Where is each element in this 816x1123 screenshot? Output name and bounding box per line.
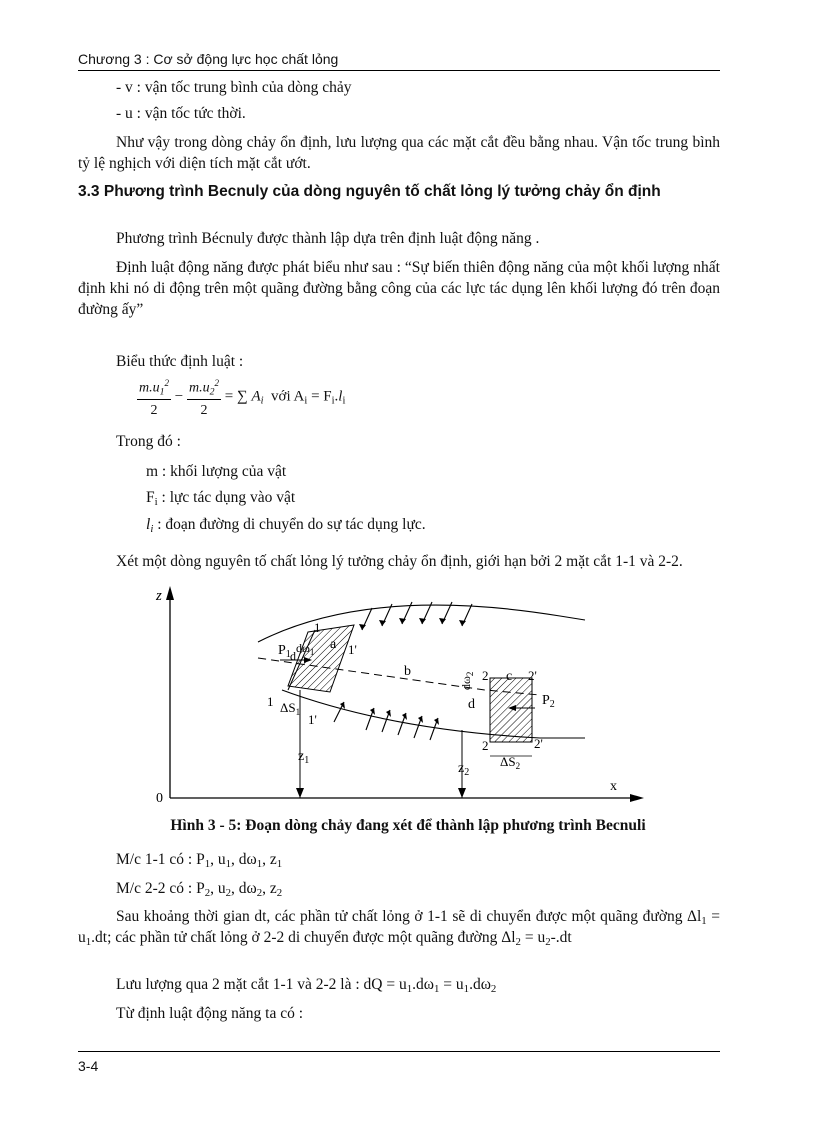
z1-arrow-icon [296, 788, 304, 798]
definition-v: - v : vận tốc trung bình của dòng chảy [116, 79, 352, 96]
section-heading: 3.3 Phương trình Becnuly của dòng nguyên tố chất lỏng lý tưởng chảy ổn định [78, 183, 661, 200]
label-2-top: 2 [482, 668, 489, 683]
paragraph-discharge: Lưu lượng qua 2 mặt cắt 1-1 và 2-2 là : dQ = $u_1.d\omega_1 = u_1.d\omega_2$ [116, 976, 497, 995]
page-number: 3-4 [78, 1058, 99, 1074]
z2-arrow-icon [458, 788, 466, 798]
fraction-1: $\frac{m.u_1^2}{2}$ [137, 373, 171, 421]
paragraph-flow-rate: Như vậy trong dòng chảy ổn định, lưu lượng qua các mặt cắt đều bằng nhau. Vận tốc trung bình tỷ lệ nghịch với diện tích mặt cắt ướt. [78, 134, 720, 172]
z-axis-arrow-icon [166, 586, 174, 600]
d-label-2: d [468, 697, 475, 712]
upper-pressure-arrows [362, 602, 472, 630]
label-2-bottom: 2 [482, 738, 489, 753]
label-2p-top: 2' [528, 668, 537, 683]
kinetic-formula: $\frac{m.u_1^2}{2}$ − $\frac{m.u_2^2}{2}$ = ∑ $A_i$ với $A_i = F_i.l_i$ [137, 373, 345, 421]
label-1-left: 1 [267, 694, 274, 709]
x-axis-arrow-icon [630, 794, 644, 802]
lower-arrowheads [340, 702, 439, 725]
stream-figure [140, 580, 660, 805]
label-1p-bottom: 1' [308, 712, 317, 727]
item-mass: m : khối lượng của vật [146, 463, 287, 480]
chapter-title: Chương 3 : Cơ sở động lực học chất lỏng [78, 51, 339, 67]
p2-label: $P_2$ [542, 693, 555, 710]
dS2-label: $\Delta S_2$ [500, 754, 521, 771]
minus-sign: − [174, 388, 184, 405]
dw1-label: $d\omega_1$ [296, 641, 315, 657]
label-b: b [404, 664, 411, 679]
page-footer [78, 1051, 720, 1074]
sum-sign: = ∑ [224, 388, 248, 405]
z1-label: $z_1$ [298, 749, 310, 766]
page-header [78, 50, 720, 71]
item-force: $F_i$ : lực tác dụng vào vật [146, 489, 296, 508]
p1-label: $P_1$ [278, 643, 291, 660]
figure-caption: Hình 3 - 5: Đoạn dòng chảy đang xét để thành lập phương trình Becnuli [170, 817, 646, 834]
section-1-1-params: M/c 1-1 có : $P_1$, $u_1$, $d\omega_1$, $z_1$ [116, 851, 283, 870]
paragraph-bernoulli-basis: Phương trình Bécnuly được thành lập dựa trên định luật động năng . [116, 230, 540, 247]
fraction-2: $\frac{m.u_2^2}{2}$ [187, 373, 221, 421]
label-2p-bottom: 2' [534, 736, 543, 751]
section1-hatched [288, 625, 354, 692]
dS1-label: $\Delta S_1$ [280, 700, 301, 717]
label-1-top: 1 [314, 620, 321, 635]
x-axis-label: x [610, 779, 617, 794]
paragraph-displacement: Sau khoảng thời gian dt, các phần tử chất lỏng ở 1-1 sẽ di chuyển được một quãng đường $\Delta l_1 = u_1.dt$; các phần tử chất lỏng ở 2-2 di chuyển được một quãng đường $\Delta l_2 = u_2-.dt$ [78, 908, 720, 948]
definition-u: - u : vận tốc tức thời. [116, 105, 246, 122]
paragraph-consider-stream: Xét một dòng nguyên tố chất lỏng lý tưởng chảy ổn định, giới hạn bởi 2 mặt cắt 1-1 và 2-2. [116, 553, 683, 570]
dw2-label: $d\omega_2$ [459, 671, 475, 690]
d-label-1: d [290, 649, 296, 663]
section-2-2-params: M/c 2-2 có : $P_2$, $u_2$, $d\omega_2$, $z_2$ [116, 880, 283, 899]
section2-hatched [490, 678, 532, 742]
origin-label: 0 [156, 791, 163, 805]
label-c: c [506, 669, 513, 684]
paragraph-kinetic-law: Định luật động năng được phát biểu như sau : “Sự biến thiên động năng của một khối lượng nhất định khi nó di động trên một quãng đường bằng công của các lực tác dụng lên khối lượng đó trên đoạn đường ấy” [78, 259, 720, 318]
upper-arrowheads [359, 618, 466, 630]
item-length: $l_i$ : đoạn đường di chuyển do sự tác dụng lực. [146, 516, 426, 535]
label-1p-top: 1' [348, 642, 357, 657]
label-a: a [330, 637, 337, 652]
z2-label: $z_2$ [458, 761, 470, 778]
law-intro: Biểu thức định luật : [116, 353, 244, 370]
z-axis-label: z [156, 588, 162, 604]
where-label: Trong đó : [116, 433, 181, 450]
paragraph-from-law: Từ định luật động năng ta có : [116, 1005, 304, 1022]
